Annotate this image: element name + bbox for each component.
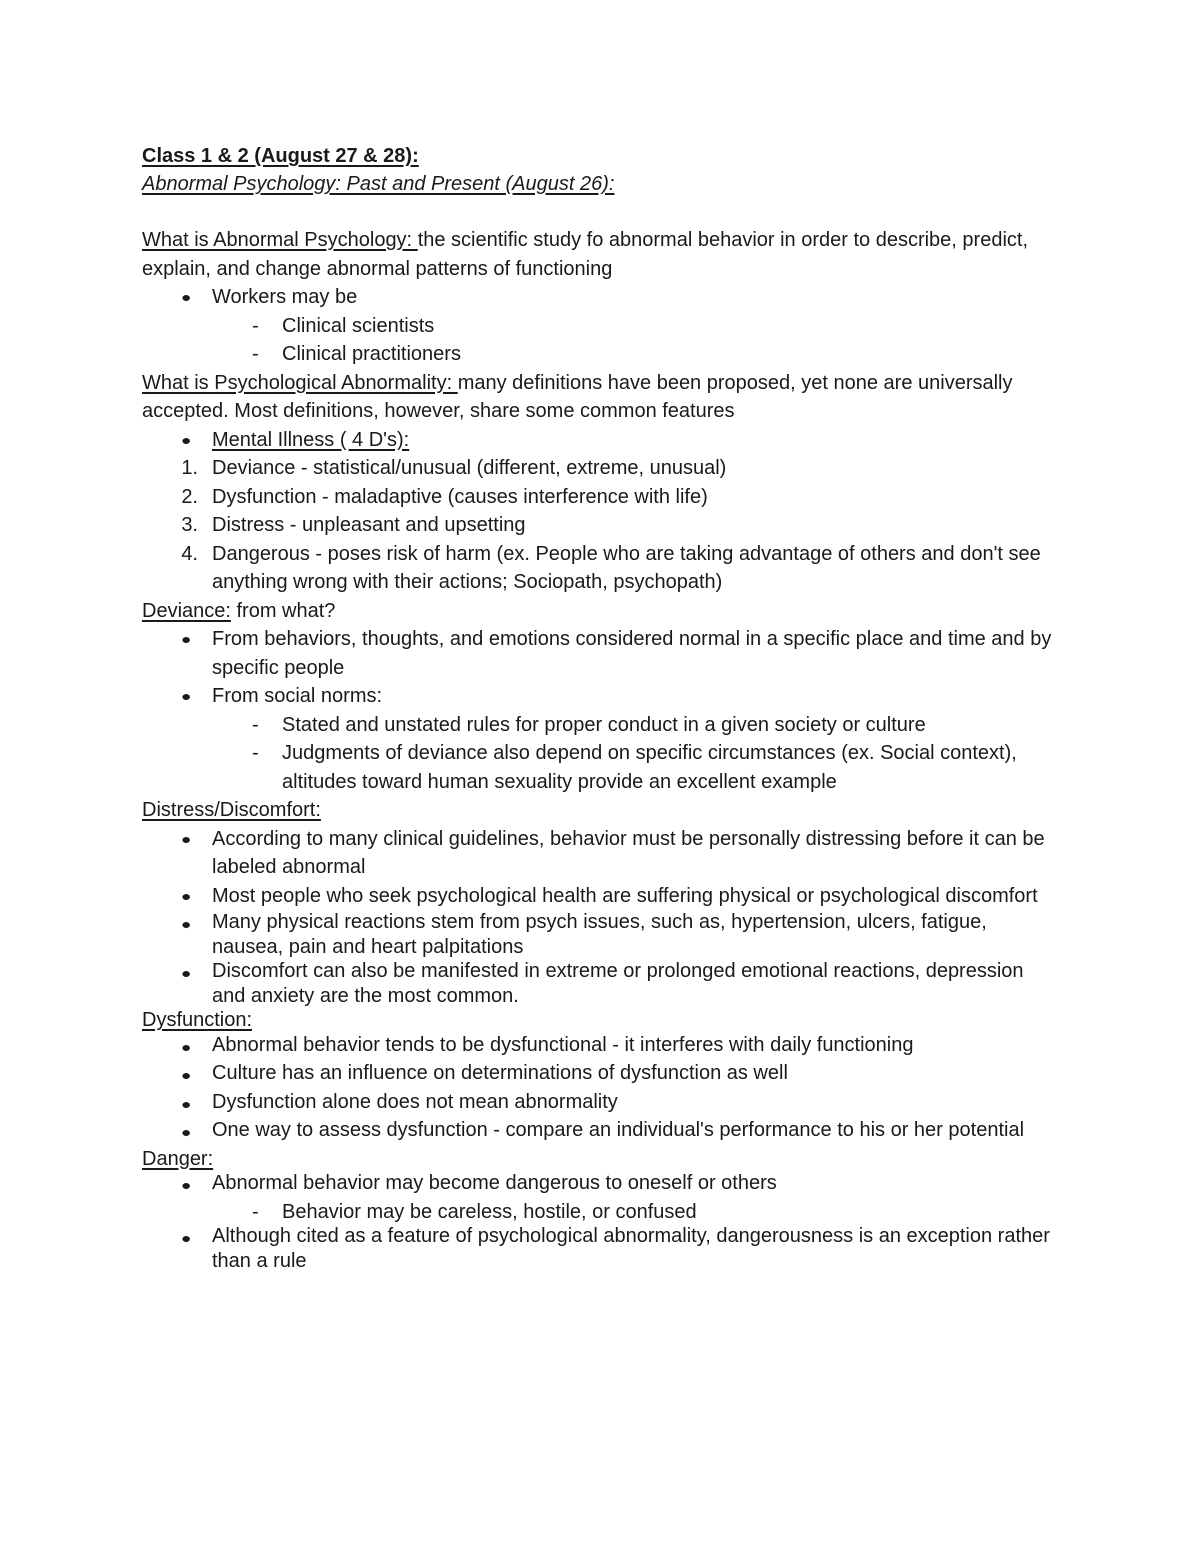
bullet-item bbox=[142, 882, 1062, 911]
numbered-text: Dangerous - poses risk of harm (ex. People who are taking advantage of others and don't see anything wrong with their actions; Sociopath, psychopath) bbox=[212, 542, 1041, 593]
page-subtitle: Abnormal Psychology: Past and Present (August 26): bbox=[142, 173, 615, 195]
bullet-item bbox=[142, 1118, 1062, 1147]
dash-marker: - bbox=[252, 343, 259, 365]
dash-marker: - bbox=[252, 713, 259, 736]
bullet-item bbox=[142, 682, 1062, 711]
bullet-text: From social norms: bbox=[212, 685, 383, 707]
bullet-item bbox=[142, 625, 1062, 682]
bullet-item bbox=[142, 283, 1062, 312]
bullet-text: According to many clinical guidelines, behavior must be personally distressing before it can be labeled abnormal bbox=[212, 827, 1045, 878]
bullet-icon bbox=[142, 625, 212, 682]
bullet-icon bbox=[142, 1090, 212, 1119]
bullet-text: Culture has an influence on determinations of dysfunction as well bbox=[212, 1062, 788, 1084]
section-heading: Danger: bbox=[142, 1147, 214, 1170]
section-heading: What is Psychological Abnormality: bbox=[142, 371, 458, 394]
dash-marker: - bbox=[252, 1200, 259, 1223]
bullet-text: Dysfunction alone does not mean abnormality bbox=[212, 1090, 618, 1113]
dash-text: Stated and unstated rules for proper conduct in a given society or culture bbox=[282, 713, 926, 736]
danger-heading-line bbox=[142, 1147, 1062, 1172]
dash-item bbox=[252, 1200, 1062, 1225]
bullet-icon bbox=[142, 1061, 212, 1090]
bullet-item bbox=[142, 910, 1062, 959]
definition-text: the scientific study fo abnormal behavior in order to describe, predict, explain, and change abnormal patterns of functioning bbox=[142, 229, 1028, 280]
abnormal-psychology-definition bbox=[142, 226, 1062, 283]
dash-text: Judgments of deviance also depend on specific circumstances (ex. Social context), altitudes toward human sexuality provide an excellent example bbox=[282, 742, 1017, 793]
bullet-item bbox=[142, 959, 1062, 1008]
bullet-text: Abnormal behavior tends to be dysfunctional - it interferes with daily functioning bbox=[212, 1033, 914, 1056]
bullet-icon bbox=[142, 682, 212, 711]
numbered-item bbox=[142, 454, 1062, 483]
number-marker: 1. bbox=[181, 457, 198, 479]
dash-text: Clinical practitioners bbox=[282, 343, 461, 365]
page-title: Class 1 & 2 (August 27 & 28): bbox=[142, 145, 419, 167]
distress-heading-line bbox=[142, 796, 1062, 825]
bullet-text: Mental Illness ( 4 D's): bbox=[212, 428, 410, 451]
numbered-text: Distress - unpleasant and upsetting bbox=[212, 514, 526, 536]
heading-text: from what? bbox=[230, 599, 336, 622]
bullet-icon bbox=[142, 283, 212, 312]
numbered-text: Dysfunction - maladaptive (causes interference with life) bbox=[212, 485, 708, 508]
section-heading: Distress/Discomfort: bbox=[142, 799, 321, 821]
dash-marker: - bbox=[252, 314, 259, 337]
document-body bbox=[142, 142, 1062, 1273]
deviance-heading-line bbox=[142, 597, 1062, 626]
bullet-item bbox=[142, 1224, 1062, 1273]
section-heading: Deviance: bbox=[142, 599, 231, 622]
dash-text: Behavior may be careless, hostile, or confused bbox=[282, 1200, 697, 1223]
bullet-icon bbox=[142, 882, 212, 911]
dash-text: Clinical scientists bbox=[282, 314, 435, 337]
numbered-text: Deviance - statistical/unusual (different, extreme, unusual) bbox=[212, 457, 727, 479]
dysfunction-heading-line bbox=[142, 1008, 1062, 1033]
number-marker: 4. bbox=[181, 542, 198, 565]
bullet-item bbox=[142, 1090, 1062, 1119]
bullet-text: Many physical reactions stem from psych issues, such as, hypertension, ulcers, fatigue, nausea, pain and heart palpitations bbox=[212, 911, 987, 958]
numbered-item bbox=[142, 511, 1062, 540]
bullet-text: Most people who seek psychological health are suffering physical or psychological discomfort bbox=[212, 884, 1038, 907]
bullet-item bbox=[142, 1033, 1062, 1062]
numbered-item bbox=[142, 540, 1062, 597]
dash-marker: - bbox=[252, 742, 259, 764]
bullet-icon bbox=[142, 1118, 212, 1147]
definition-text: many definitions have been proposed, yet none are universally accepted. Most definitions, however, share some common features bbox=[142, 371, 1013, 422]
numbered-item bbox=[142, 483, 1062, 512]
bullet-text: Workers may be bbox=[212, 286, 358, 308]
bullet-icon bbox=[142, 910, 212, 959]
bullet-icon bbox=[142, 825, 212, 882]
blank-line bbox=[142, 198, 1062, 226]
dash-item bbox=[252, 711, 1062, 740]
bullet-icon bbox=[142, 426, 212, 455]
bullet-item bbox=[142, 1061, 1062, 1090]
number-marker: 2. bbox=[181, 485, 198, 508]
dash-item bbox=[252, 340, 1062, 369]
bullet-item bbox=[142, 1171, 1062, 1200]
psychological-abnormality-definition bbox=[142, 369, 1062, 426]
bullet-item bbox=[142, 825, 1062, 882]
bullet-icon bbox=[142, 959, 212, 1008]
number-marker: 3. bbox=[181, 514, 198, 536]
dash-item bbox=[252, 312, 1062, 341]
bullet-text: Abnormal behavior may become dangerous to oneself or others bbox=[212, 1172, 777, 1194]
bullet-icon bbox=[142, 1033, 212, 1062]
bullet-text: From behaviors, thoughts, and emotions considered normal in a specific place and time and by specific people bbox=[212, 628, 1052, 679]
dash-item bbox=[252, 739, 1062, 796]
bullet-text: Discomfort can also be manifested in extreme or prolonged emotional reactions, depression and anxiety are the most common. bbox=[212, 960, 1024, 1007]
bullet-icon bbox=[142, 1224, 212, 1273]
bullet-icon bbox=[142, 1171, 212, 1200]
bullet-text: One way to assess dysfunction - compare an individual's performance to his or her potential bbox=[212, 1119, 1025, 1141]
bullet-item bbox=[142, 426, 1062, 455]
bullet-text: Although cited as a feature of psychological abnormality, dangerousness is an exception rather than a rule bbox=[212, 1225, 1050, 1272]
section-heading: What is Abnormal Psychology: bbox=[142, 229, 418, 251]
section-heading: Dysfunction: bbox=[142, 1009, 253, 1031]
